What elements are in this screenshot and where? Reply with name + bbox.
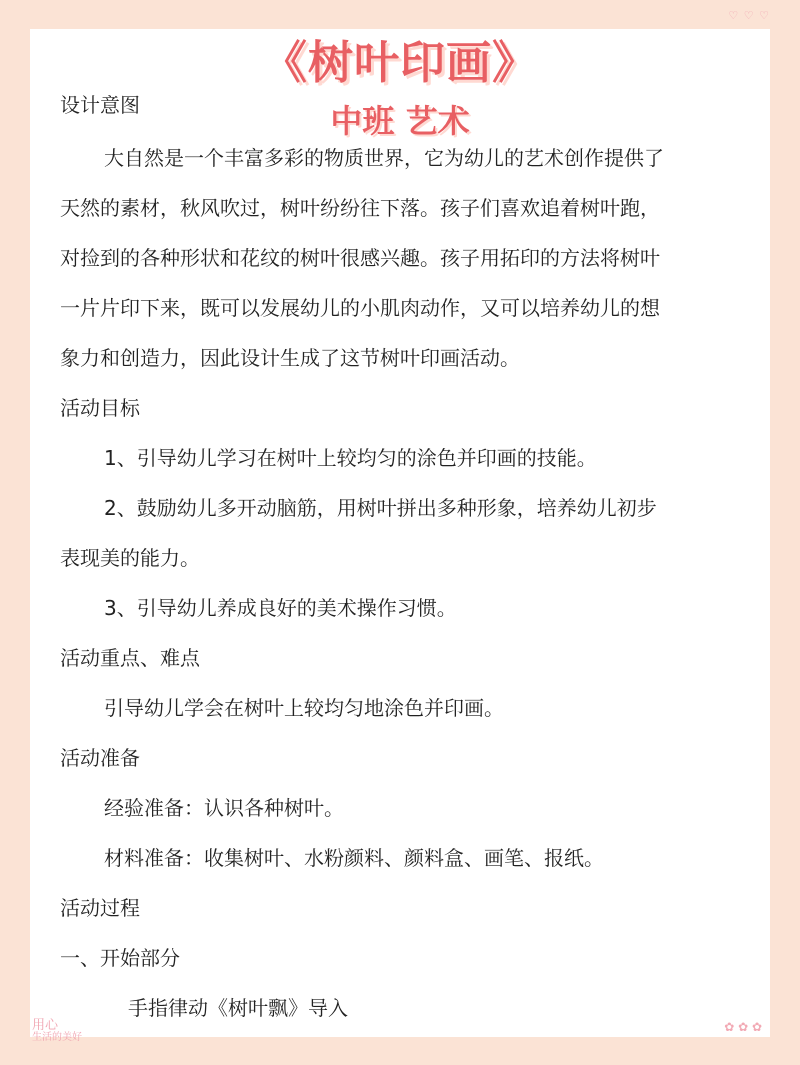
corner-hearts-icon: ♡ ♡ ♡ bbox=[728, 9, 770, 22]
list-item-continuation: 表现美的能力。 bbox=[60, 546, 200, 570]
paragraph-line: 引导幼儿学会在树叶上较均匀地涂色并印画。 bbox=[104, 696, 504, 720]
watermark bbox=[32, 1020, 82, 1044]
flower-decoration-icon: ✿ ✿ ✿ bbox=[724, 1020, 762, 1034]
page-subtitle: 中班 艺术 bbox=[330, 102, 470, 140]
paragraph-line: 大自然是一个丰富多彩的物质世界，它为幼儿的艺术创作提供了 bbox=[104, 146, 664, 170]
section-heading-goals: 活动目标 bbox=[60, 396, 140, 420]
paragraph-line: 经验准备：认识各种树叶。 bbox=[104, 796, 344, 820]
watermark-line: 生活的美好 bbox=[32, 1032, 82, 1043]
section-heading-preparation: 活动准备 bbox=[60, 746, 140, 770]
page-paper bbox=[30, 29, 770, 1037]
watermark-line: 用心 bbox=[32, 1018, 59, 1033]
subsection-heading: 一、开始部分 bbox=[60, 946, 180, 970]
paragraph-line: 一片片印下来，既可以发展幼儿的小肌肉动作，又可以培养幼儿的想 bbox=[60, 296, 660, 320]
section-heading-design-intent: 设计意图 bbox=[60, 93, 140, 117]
section-heading-process: 活动过程 bbox=[60, 896, 140, 920]
paragraph-line: 手指律动《树叶飘》导入 bbox=[128, 996, 348, 1020]
page-title: 《树叶印画》 bbox=[261, 36, 538, 89]
section-heading-key-points: 活动重点、难点 bbox=[60, 646, 200, 670]
paragraph-line: 对捡到的各种形状和花纹的树叶很感兴趣。孩子用拓印的方法将树叶 bbox=[60, 246, 660, 270]
paragraph-line: 天然的素材，秋风吹过，树叶纷纷往下落。孩子们喜欢追着树叶跑， bbox=[60, 196, 660, 220]
list-item: 3、引导幼儿养成良好的美术操作习惯。 bbox=[104, 596, 457, 620]
list-item: 1、引导幼儿学习在树叶上较均匀的涂色并印画的技能。 bbox=[104, 446, 597, 470]
paragraph-line: 象力和创造力，因此设计生成了这节树叶印画活动。 bbox=[60, 346, 520, 370]
list-item: 2、鼓励幼儿多开动脑筋，用树叶拼出多种形象，培养幼儿初步 bbox=[104, 496, 657, 520]
paragraph-line: 材料准备：收集树叶、水粉颜料、颜料盒、画笔、报纸。 bbox=[104, 846, 604, 870]
